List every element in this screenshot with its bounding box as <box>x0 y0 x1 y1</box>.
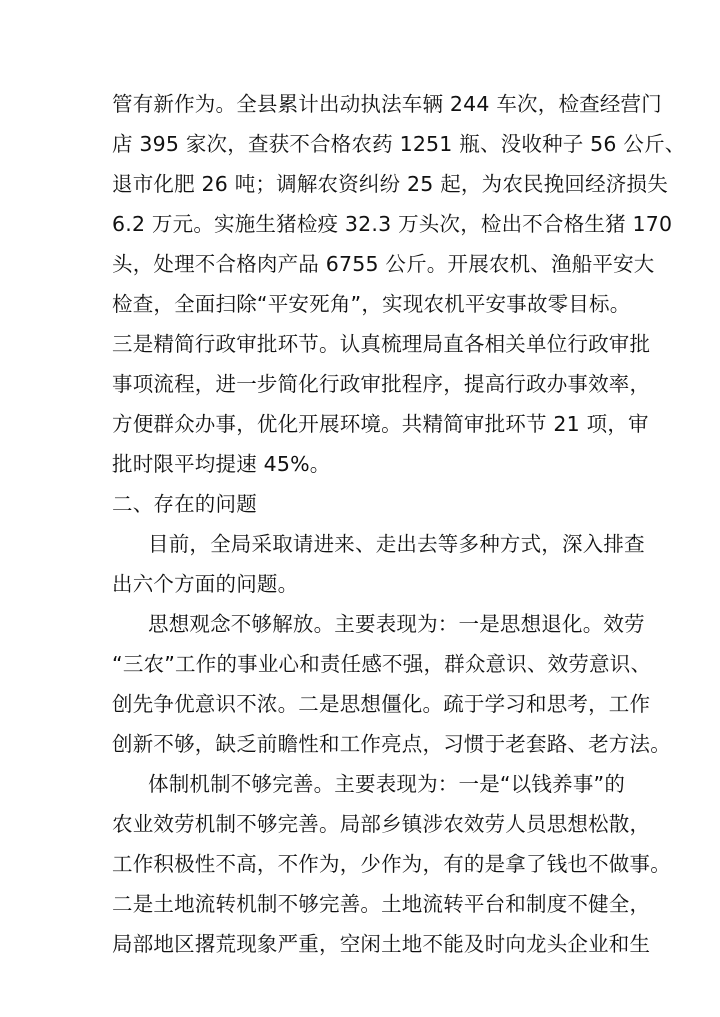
paragraph-first-line: 目前，全局采取请进来、走出去等多种方式，深入排查 <box>148 532 645 556</box>
text-line: 检查，全面扫除“平安死角”，实现农机平安事故零目标。 <box>112 292 631 316</box>
text-line: 管有新作为。全县累计出动执法车辆 244 车次，检查经营门 <box>112 92 662 116</box>
text-line: 创新不够，缺乏前瞻性和工作亮点，习惯于老套路、老方法。 <box>112 732 671 756</box>
text-line: 头，处理不合格肉产品 6755 公斤。开展农机、渔船平安大 <box>112 252 655 276</box>
text-line: 6.2 万元。实施生猪检疫 32.3 万头次，检出不合格生猪 170 <box>112 212 673 236</box>
text-line: 退市化肥 26 吨；调解农资纠纷 25 起，为农民挽回经济损失 <box>112 172 668 196</box>
text-line: 批时限平均提速 45%。 <box>112 452 331 476</box>
text-line: 出六个方面的问题。 <box>112 572 299 596</box>
text-line: “三农”工作的事业心和责任感不强，群众意识、效劳意识、 <box>112 652 652 676</box>
text-line: 事项流程，进一步简化行政审批程序，提高行政办事效率， <box>112 372 651 396</box>
text-line: 店 395 家次，查获不合格农药 1251 瓶、没收种子 56 公斤、 <box>112 132 686 156</box>
text-line: 局部地区撂荒现象严重，空闲土地不能及时向龙头企业和生 <box>112 932 651 956</box>
text-line: 方便群众办事，优化开展环境。共精简审批环节 21 项，审 <box>112 412 649 436</box>
section-heading: 二、存在的问题 <box>112 492 257 516</box>
text-line: 工作积极性不高，不作为，少作为，有的是拿了钱也不做事。 <box>112 852 671 876</box>
text-line: 农业效劳机制不够完善。局部乡镇涉农效劳人员思想松散， <box>112 812 651 836</box>
text-line: 创先争优意识不浓。二是思想僵化。疏于学习和思考，工作 <box>112 692 651 716</box>
text-line: 二是土地流转机制不够完善。土地流转平台和制度不健全， <box>112 892 651 916</box>
paragraph-first-line: 体制机制不够完善。主要表现为：一是“以钱养事”的 <box>148 772 626 796</box>
paragraph-first-line: 思想观念不够解放。主要表现为：一是思想退化。效劳 <box>148 612 645 636</box>
text-line: 三是精简行政审批环节。认真梳理局直各相关单位行政审批 <box>112 332 651 356</box>
